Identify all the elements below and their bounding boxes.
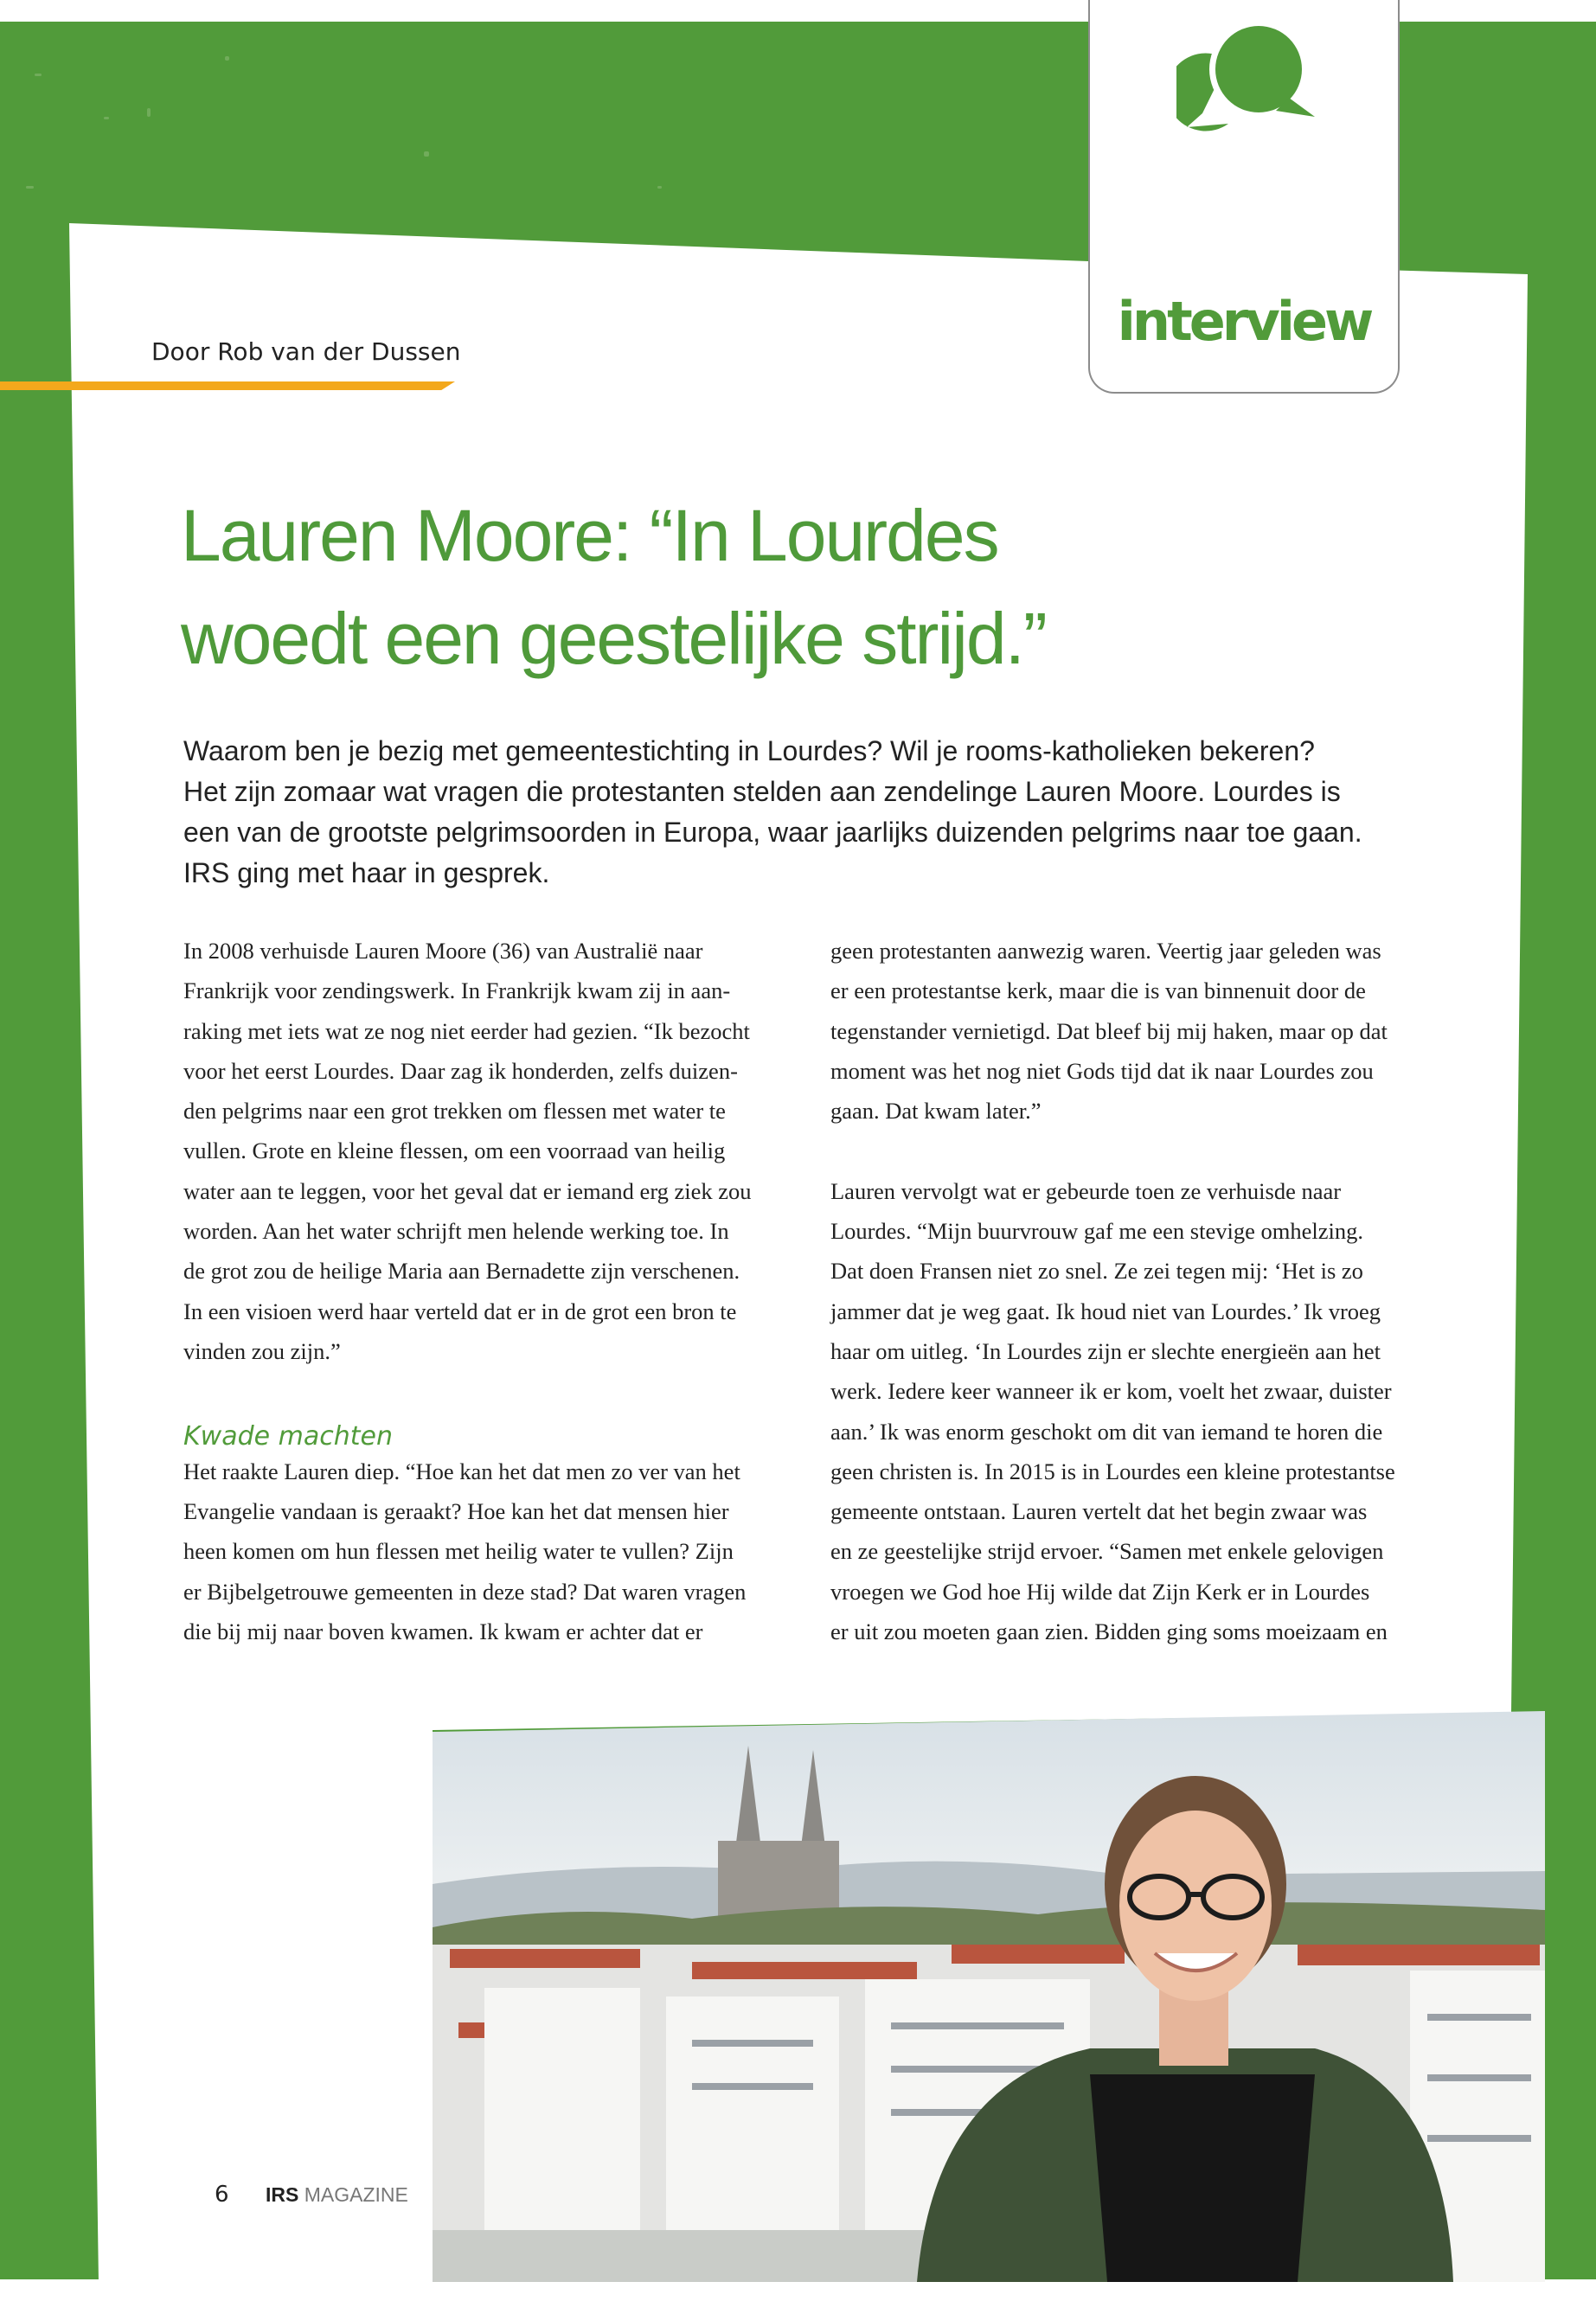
article-intro <box>183 731 1362 894</box>
decorative-fleck <box>657 186 662 189</box>
intro-line: IRS ging met haar in gesprek. <box>183 857 550 888</box>
text-line: haar om uitleg. ‘In Lourdes zijn er slechte energieën aan het <box>830 1337 1381 1364</box>
decorative-fleck <box>104 117 109 119</box>
paragraph <box>183 931 752 1371</box>
text-line: voor het eerst Lourdes. Daar zag ik honderden, zelfs duizen- <box>183 1057 738 1084</box>
magazine-name-bold: IRS <box>266 2183 299 2206</box>
text-line: water aan te leggen, voor het geval dat er iemand erg ziek zou <box>183 1177 752 1204</box>
text-line: Evangelie vandaan is geraakt? Hoe kan het dat mensen hier <box>183 1498 729 1525</box>
text-line: gemeente ontstaan. Lauren vertelt dat het begin zwaar was <box>830 1498 1368 1525</box>
text-line: er een protestantse kerk, maar die is van binnenuit door de <box>830 977 1366 1004</box>
decorative-fleck <box>147 108 151 117</box>
paragraph <box>830 931 1395 1131</box>
text-line: en ze geestelijke strijd ervoer. “Samen met enkele gelovigen <box>830 1538 1384 1565</box>
text-line: raking met iets wat ze nog niet eerder had gezien. “Ik bezocht <box>183 1017 750 1044</box>
speech-bubbles-icon <box>1176 22 1324 138</box>
paragraph-gap <box>183 1371 752 1411</box>
title-line: woedt een geestelijke strijd.” <box>181 598 1046 679</box>
text-line: geen protestanten aanwezig waren. Veertig jaar geleden was <box>830 938 1381 964</box>
text-line: gaan. Dat kwam later.” <box>830 1098 1042 1125</box>
text-line: In 2008 verhuisde Lauren Moore (36) van Australië naar <box>183 938 703 964</box>
text-line: Frankrijk voor zendingswerk. In Frankrijk kwam zij in aan- <box>183 977 731 1004</box>
text-line: werk. Iedere keer wanneer ik er kom, voelt het zwaar, duister <box>830 1378 1392 1405</box>
text-line: moment was het nog niet Gods tijd dat ik naar Lourdes zou <box>830 1057 1374 1084</box>
intro-line: Waarom ben je bezig met gemeentestichting in Lourdes? Wil je rooms-katholieken bekeren? <box>183 735 1315 766</box>
decorative-fleck <box>26 186 34 189</box>
text-line: vullen. Grote en kleine flessen, om een voorraad van heilig <box>183 1138 726 1164</box>
decorative-fleck <box>35 74 42 76</box>
magazine-name <box>266 2183 408 2207</box>
section-label: interview <box>1117 290 1371 353</box>
text-line: de grot zou de heilige Maria aan Bernadette zijn verschenen. <box>183 1258 740 1285</box>
text-line: Lourdes. “Mijn buurvrouw gaf me een stevige omhelzing. <box>830 1218 1363 1245</box>
text-line: tegenstander vernietigd. Dat bleef bij mij haken, maar op dat <box>830 1017 1388 1044</box>
decorative-fleck <box>225 56 229 61</box>
text-line: jammer dat je weg gaat. Ik houd niet van Lourdes.’ Ik vroeg <box>830 1298 1381 1324</box>
text-line: vroegen we God hoe Hij wilde dat Zijn Kerk er in Lourdes <box>830 1578 1370 1605</box>
text-line: er Bijbelgetrouwe gemeenten in deze stad? Dat waren vragen <box>183 1578 747 1605</box>
body-column-left <box>183 931 752 1651</box>
paragraph <box>183 1452 752 1651</box>
paragraph <box>830 1171 1395 1652</box>
text-line: worden. Aan het water schrijft men helende werking toe. In <box>183 1218 729 1245</box>
decorative-fleck <box>424 151 429 157</box>
text-line: Lauren vervolgt wat er gebeurde toen ze verhuisde naar <box>830 1177 1342 1204</box>
section-tab <box>1088 0 1400 394</box>
article-photo <box>433 1711 1545 2282</box>
text-line: Het raakte Lauren diep. “Hoe kan het dat men zo ver van het <box>183 1458 740 1484</box>
photo-lourdes-portrait <box>433 1711 1545 2282</box>
text-line: vinden zou zijn.” <box>183 1337 341 1364</box>
magazine-name-light: MAGAZINE <box>304 2183 408 2206</box>
title-line: Lauren Moore: “In Lourdes <box>181 495 998 576</box>
text-line: geen christen is. In 2015 is in Lourdes een kleine protestantse <box>830 1458 1395 1484</box>
text-line: heen komen om hun flessen met heilig water te vullen? Zijn <box>183 1538 734 1565</box>
text-line: aan.’ Ik was enorm geschokt om dit van iemand te horen die <box>830 1418 1383 1445</box>
page-number: 6 <box>215 2182 229 2208</box>
text-line: die bij mij naar boven kwamen. Ik kwam er achter dat er <box>183 1618 703 1645</box>
text-line: den pelgrims naar een grot trekken om flessen met water te <box>183 1098 726 1125</box>
body-column-right <box>830 931 1395 1651</box>
intro-line: Het zijn zomaar wat vragen die protestanten stelden aan zendelinge Lauren Moore. Lourdes is <box>183 776 1341 807</box>
text-line: er uit zou moeten gaan zien. Bidden ging soms moeizaam en <box>830 1618 1388 1645</box>
text-line: Dat doen Fransen niet zo snel. Ze zei tegen mij: ‘Het is zo <box>830 1258 1363 1285</box>
paragraph-gap <box>830 1131 1395 1170</box>
accent-divider <box>0 381 455 390</box>
article-title <box>181 484 1046 690</box>
subheading: Kwade machten <box>183 1420 393 1452</box>
intro-line: een van de grootste pelgrimsoorden in Europa, waar jaarlijks duizenden pelgrims naar toe gaan. <box>183 817 1362 848</box>
byline: Door Rob van der Dussen <box>151 337 461 366</box>
text-line: In een visioen werd haar verteld dat er in de grot een bron te <box>183 1298 737 1324</box>
